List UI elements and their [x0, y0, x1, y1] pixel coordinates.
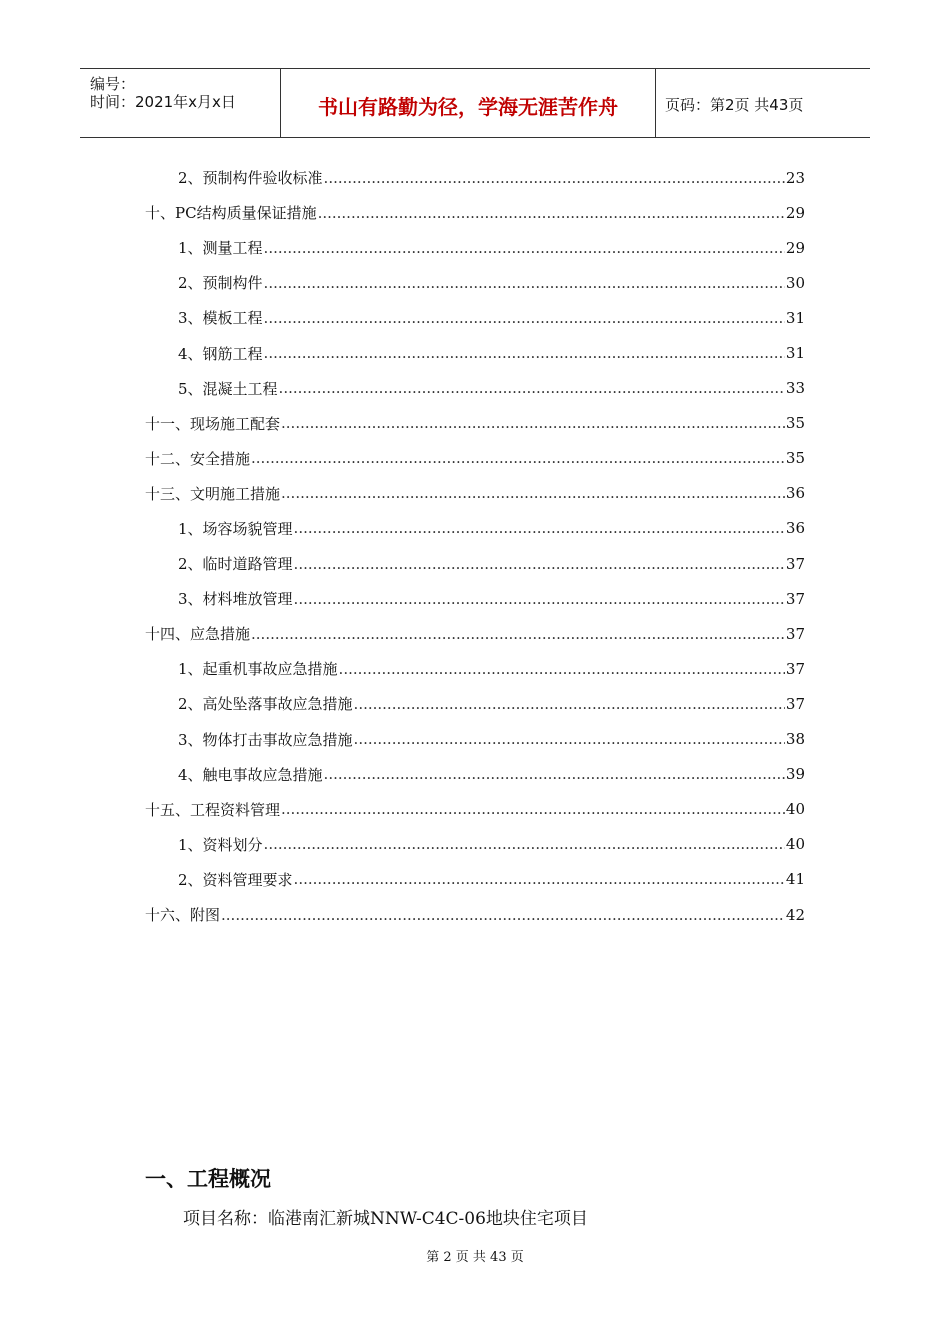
- toc-entry[interactable]: [145, 722, 805, 757]
- header-motto: 书山有路勤为径，学海无涯苦作舟: [318, 95, 618, 119]
- toc-entry-page: 30: [785, 273, 805, 292]
- toc-entry-title: 十五、工程资料管理: [145, 800, 281, 819]
- toc-leader-dots: [281, 484, 785, 502]
- toc-entry-page: 37: [785, 694, 805, 713]
- toc-entry[interactable]: [145, 441, 805, 476]
- toc-entry-title: 2、预制构件: [178, 274, 263, 293]
- toc-entry-page: 23: [785, 168, 805, 187]
- toc-leader-dots: [251, 449, 785, 467]
- date-text: 时间：2021年x月x日: [90, 93, 236, 111]
- toc-entry-page: 42: [785, 905, 805, 924]
- toc-entry-page: 41: [785, 870, 805, 889]
- toc-leader-dots: [264, 274, 785, 292]
- toc-entry-page: 36: [785, 484, 805, 503]
- header-page-info: 页码：第2页 共43页: [665, 96, 804, 114]
- project-name-paragraph: 项目名称：临港南汇新城NNW-C4C-06地块住宅项目: [183, 1209, 588, 1229]
- toc-entry-title: 2、预制构件验收标准: [178, 169, 323, 188]
- toc-entry[interactable]: [145, 230, 805, 265]
- header-right-cell: [655, 69, 870, 137]
- toc-entry-page: 40: [785, 835, 805, 854]
- toc-entry-title: 4、钢筋工程: [178, 344, 263, 363]
- toc-entry[interactable]: [145, 792, 805, 827]
- toc-entry[interactable]: [145, 897, 805, 932]
- toc-entry-title: 十四、应急措施: [145, 625, 251, 644]
- toc-entry[interactable]: [145, 511, 805, 546]
- toc-leader-dots: [294, 590, 785, 608]
- toc-entry-title: 2、资料管理要求: [178, 870, 293, 889]
- serial-number-label: 编号：: [90, 75, 136, 93]
- toc-entry-title: 十二、安全措施: [145, 449, 251, 468]
- toc-leader-dots: [264, 309, 785, 327]
- header-left-cell: [80, 69, 280, 137]
- toc-entry-page: 38: [785, 730, 805, 749]
- toc-entry-title: 1、资料划分: [178, 835, 263, 854]
- toc-entry[interactable]: [145, 581, 805, 616]
- toc-entry-title: 1、测量工程: [178, 239, 263, 258]
- toc-entry-page: 31: [785, 308, 805, 327]
- toc-entry-page: 37: [785, 554, 805, 573]
- toc-leader-dots: [221, 906, 785, 924]
- toc-entry-page: 40: [785, 800, 805, 819]
- toc-entry-title: 1、场容场貌管理: [178, 519, 293, 538]
- toc-entry[interactable]: [145, 335, 805, 370]
- toc-entry-title: 十六、附图: [145, 906, 221, 925]
- page-header: [80, 68, 870, 138]
- toc-leader-dots: [279, 379, 785, 397]
- toc-entry-page: 39: [785, 765, 805, 784]
- toc-entry-title: 3、物体打击事故应急措施: [178, 730, 353, 749]
- toc-leader-dots: [251, 625, 785, 643]
- toc-leader-dots: [281, 414, 785, 432]
- toc-entry-page: 37: [785, 589, 805, 608]
- toc-entry-title: 十一、现场施工配套: [145, 414, 281, 433]
- toc-entry-title: 4、触电事故应急措施: [178, 765, 323, 784]
- toc-leader-dots: [264, 835, 785, 853]
- toc-leader-dots: [354, 695, 785, 713]
- toc-entry-page: 29: [785, 238, 805, 257]
- toc-leader-dots: [318, 204, 785, 222]
- toc-entry-page: 33: [785, 379, 805, 398]
- toc-entry[interactable]: [145, 406, 805, 441]
- toc-entry-title: 5、混凝土工程: [178, 379, 278, 398]
- toc-entry-page: 37: [785, 624, 805, 643]
- toc-entry[interactable]: [145, 546, 805, 581]
- toc-entry[interactable]: [145, 651, 805, 686]
- toc-entry[interactable]: [145, 862, 805, 897]
- toc-leader-dots: [339, 660, 785, 678]
- toc-leader-dots: [294, 519, 785, 537]
- toc-entry-title: 2、高处坠落事故应急措施: [178, 695, 353, 714]
- toc-entry-page: 35: [785, 449, 805, 468]
- table-of-contents: [145, 160, 805, 932]
- toc-leader-dots: [264, 344, 785, 362]
- toc-entry[interactable]: [145, 265, 805, 300]
- toc-entry-page: 31: [785, 344, 805, 363]
- toc-entry[interactable]: [145, 827, 805, 862]
- toc-entry-page: 36: [785, 519, 805, 538]
- toc-entry[interactable]: [145, 160, 805, 195]
- toc-entry[interactable]: [145, 300, 805, 335]
- section-heading: 一、工程概况: [145, 1167, 271, 1191]
- toc-leader-dots: [264, 239, 785, 257]
- toc-entry[interactable]: [145, 757, 805, 792]
- toc-entry[interactable]: [145, 686, 805, 721]
- toc-entry-title: 十三、文明施工措施: [145, 484, 281, 503]
- toc-entry[interactable]: [145, 616, 805, 651]
- toc-entry[interactable]: [145, 371, 805, 406]
- toc-entry-title: 2、临时道路管理: [178, 555, 293, 574]
- toc-entry-title: 1、起重机事故应急措施: [178, 660, 338, 679]
- toc-entry-title: 十、PC结构质量保证措施: [145, 204, 317, 223]
- toc-entry-title: 3、模板工程: [178, 309, 263, 328]
- toc-leader-dots: [324, 169, 785, 187]
- toc-entry[interactable]: [145, 476, 805, 511]
- toc-leader-dots: [281, 800, 785, 818]
- toc-leader-dots: [294, 870, 785, 888]
- toc-leader-dots: [354, 730, 785, 748]
- toc-leader-dots: [324, 765, 785, 783]
- toc-entry-page: 37: [785, 659, 805, 678]
- header-middle-cell: [280, 69, 656, 137]
- toc-entry-title: 3、材料堆放管理: [178, 590, 293, 609]
- toc-leader-dots: [294, 555, 785, 573]
- toc-entry[interactable]: [145, 195, 805, 230]
- toc-entry-page: 35: [785, 414, 805, 433]
- page-footer: 第 2 页 共 43 页: [426, 1250, 524, 1265]
- toc-entry-page: 29: [785, 203, 805, 222]
